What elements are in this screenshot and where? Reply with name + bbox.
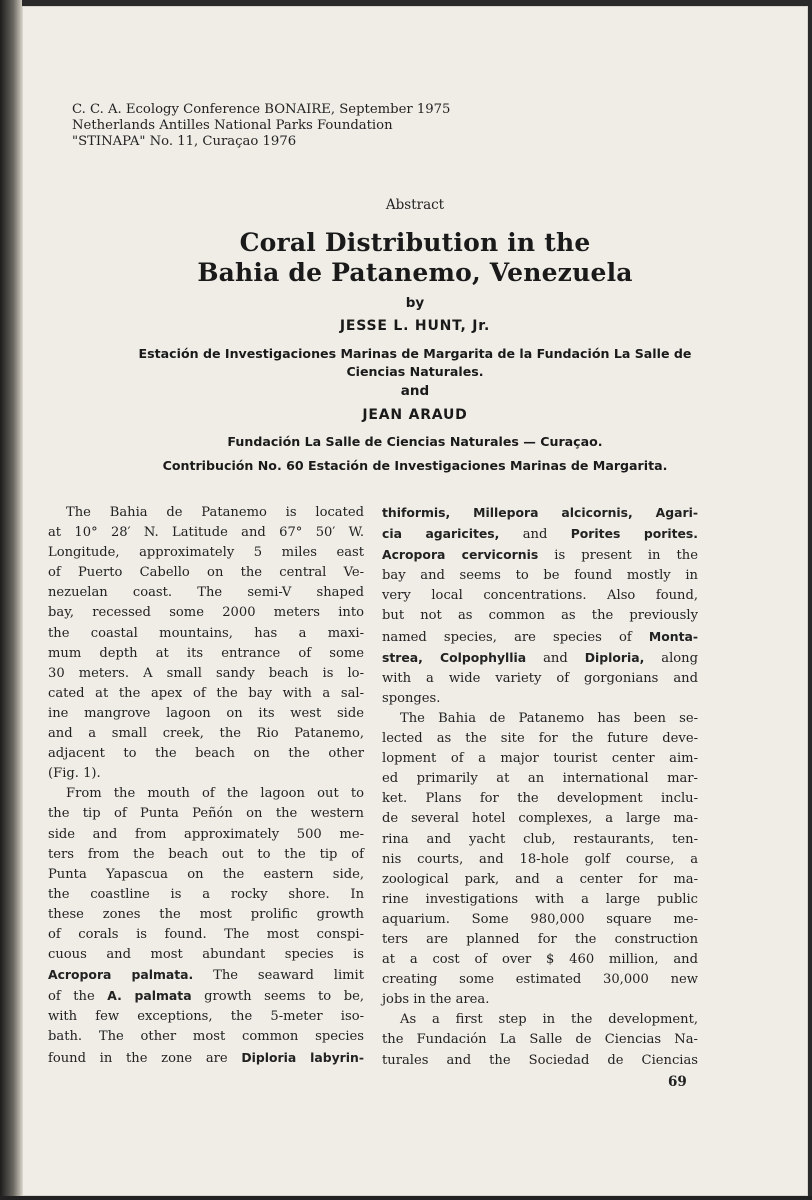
text-line (382, 990, 698, 1010)
text-run: rina and yacht club, restaurants, ten- (382, 831, 698, 847)
text-line (48, 624, 364, 644)
text-run: zoological park, and a center for ma- (382, 871, 698, 887)
text-run: The Bahia de Patanemo is located (66, 505, 364, 520)
text-run: turales and the Sociedad de Ciencias (382, 1052, 698, 1068)
text-run: lected as the site for the future deve- (382, 731, 698, 747)
text-run: rine investigations with a large public (382, 891, 698, 907)
text-line (48, 724, 364, 744)
text-line (48, 845, 364, 865)
text-line (48, 664, 364, 684)
text-run: de several hotel complexes, a large ma- (382, 811, 698, 827)
contribution-note: Contribución No. 60 Estación de Investigaciones Marinas de Margarita. (162, 458, 668, 473)
book-spine (0, 0, 22, 1200)
text-line (382, 648, 698, 669)
species-name: Acropora palmata. (48, 967, 194, 983)
text-line (48, 503, 364, 523)
author-affiliation-1 (22, 345, 808, 381)
text-line (382, 709, 698, 729)
page-bottom-edge (0, 1196, 812, 1200)
text-run: these zones the most prolific growth (48, 906, 364, 922)
text-line (382, 789, 698, 809)
species-name: Porites porites. (570, 526, 699, 542)
text-run: at 10° 28′ N. Latitude and 67° 50′ W. (48, 525, 364, 541)
text-run: ine mangrove lagoon on its west side (48, 705, 364, 721)
text-line (382, 970, 698, 990)
publication-header (72, 102, 450, 150)
text-run: the Fundación La Salle de Ciencias Na- (382, 1032, 698, 1048)
text-run: bay and seems to be found mostly in (382, 568, 698, 584)
text-run: bay, recessed some 2000 meters into (48, 605, 364, 621)
text-run: aquarium. Some 980,000 square me- (382, 911, 698, 927)
text-run: lopment of a major tourist center aim- (382, 751, 698, 767)
species-name: A. palmata (107, 988, 192, 1004)
author-name-2: JEAN ARAUD (362, 407, 468, 423)
and-label: and (400, 383, 430, 399)
text-run: nezuelan coast. The semi-V shaped (48, 585, 364, 601)
author-affiliation-2: Fundación La Salle de Ciencias Naturales — Curaçao. (227, 434, 603, 449)
text-run: at a cost of over $ 460 million, and (382, 952, 698, 968)
text-line (382, 1010, 698, 1030)
text-run: but not as common as the previously (382, 608, 698, 624)
text-line (382, 1030, 698, 1050)
text-line (48, 784, 364, 804)
affiliation-line: Estación de Investigaciones Marinas de Margarita de la Fundación La Salle de (138, 346, 692, 361)
text-line (382, 689, 698, 709)
text-run: the tip of Punta Peñón on the western (48, 806, 364, 822)
species-name: Diploria labyrin- (241, 1049, 364, 1065)
text-line (382, 566, 698, 586)
text-line (382, 729, 698, 749)
text-line (382, 870, 698, 890)
text-line (382, 890, 698, 910)
title-line-1: Coral Distribution in the (239, 228, 591, 257)
by-label: by (405, 295, 425, 311)
text-line (48, 986, 364, 1007)
title-line-2: Bahia de Patanemo, Venezuela (197, 258, 633, 287)
text-run: ters are planned for the construction (382, 931, 698, 947)
text-line (382, 1051, 698, 1071)
document-page (22, 6, 808, 1196)
text-line (48, 1048, 364, 1069)
text-run: 30 meters. A small sandy beach is lo- (48, 665, 364, 681)
text-line (48, 523, 364, 543)
text-line (382, 524, 698, 545)
abstract-label: Abstract (385, 197, 445, 213)
text-line (48, 905, 364, 925)
text-line (48, 804, 364, 824)
text-run: Longitude, approximately 5 miles east (48, 545, 364, 561)
body-column-right (382, 503, 698, 1071)
text-run: with a wide variety of gorgonians and (382, 670, 698, 686)
text-line (382, 586, 698, 606)
text-run: along (644, 650, 698, 666)
text-run: of Puerto Cabello on the central Ve- (48, 565, 364, 581)
text-run: From the mouth of the lagoon out to (66, 786, 364, 802)
text-run: adjacent to the beach on the other (48, 746, 364, 762)
text-line (48, 684, 364, 704)
text-line (48, 563, 364, 583)
text-run: the coastline is a rocky shore. In (48, 886, 364, 902)
text-run: growth seems to be, (191, 989, 365, 1005)
text-line (382, 950, 698, 970)
text-line (48, 825, 364, 845)
text-run: ters from the beach out to the tip of (48, 846, 364, 862)
text-line (382, 850, 698, 870)
affiliation-line: Ciencias Naturales. (346, 364, 484, 379)
text-line (48, 1007, 364, 1027)
text-line (382, 627, 698, 648)
text-run: is present in the (538, 548, 698, 564)
text-line (382, 830, 698, 850)
species-name: Acropora cervicornis (382, 547, 539, 563)
text-line (48, 543, 364, 563)
text-run: creating some estimated 30,000 new (382, 972, 698, 988)
page-number: 69 (668, 1074, 687, 1090)
species-name: strea, Colpophyllia (382, 649, 527, 665)
species-name: cia agaricites, (382, 526, 500, 542)
text-line (48, 764, 364, 784)
text-run: ed primarily at an international mar- (382, 771, 698, 787)
text-run: cuous and most abundant species is (48, 947, 364, 963)
author-name-1: JESSE L. HUNT, Jr. (339, 318, 491, 334)
text-run: jobs in the area. (382, 992, 490, 1008)
text-line (382, 809, 698, 829)
text-line (48, 704, 364, 724)
text-line (48, 1027, 364, 1047)
text-run: of corals is found. The most conspi- (48, 926, 364, 942)
text-line (382, 769, 698, 789)
text-line (48, 603, 364, 623)
text-line (48, 925, 364, 945)
text-line (48, 945, 364, 965)
text-run: bath. The other most common species (48, 1029, 364, 1045)
header-line: Netherlands Antilles National Parks Foundation (72, 118, 393, 133)
text-run: and (526, 650, 585, 666)
text-line (48, 744, 364, 764)
text-run: Punta Yapascua on the eastern side, (48, 866, 364, 882)
text-line (382, 930, 698, 950)
text-run: nis courts, and 18-hole golf course, a (382, 851, 698, 867)
text-run: very local concentrations. Also found, (382, 588, 698, 604)
species-name: Diploria, (584, 649, 645, 665)
text-run: named species, are species of (382, 629, 649, 645)
species-name: Monta- (648, 628, 698, 644)
text-line (48, 644, 364, 664)
text-line (382, 910, 698, 930)
article-title (22, 228, 808, 288)
text-run: found in the zone are (48, 1050, 242, 1066)
text-line (382, 669, 698, 689)
text-run: (Fig. 1). (48, 766, 101, 782)
text-run: The seaward limit (193, 968, 365, 984)
text-run: mum depth at its entrance of some (48, 645, 364, 661)
text-line (48, 865, 364, 885)
text-run: The Bahia de Patanemo has been se- (400, 710, 698, 726)
text-line (382, 749, 698, 769)
text-run: of the (48, 989, 108, 1005)
text-line (48, 583, 364, 603)
text-run: and (499, 527, 571, 543)
text-line (382, 503, 698, 524)
text-line (382, 545, 698, 566)
text-run: ket. Plans for the development inclu- (382, 791, 698, 807)
header-line: "STINAPA" No. 11, Curaçao 1976 (72, 134, 297, 149)
text-run: sponges. (382, 690, 441, 706)
text-line (48, 885, 364, 905)
body-column-left (48, 503, 364, 1069)
header-line: C. C. A. Ecology Conference BONAIRE, September 1975 (72, 102, 451, 117)
text-run: As a first step in the development, (400, 1012, 698, 1028)
text-run: side and from approximately 500 me- (48, 826, 364, 842)
text-run: and a small creek, the Rio Patanemo, (48, 726, 364, 742)
text-run: the coastal mountains, has a maxi- (48, 625, 364, 641)
text-line (48, 965, 364, 986)
text-line (382, 606, 698, 626)
species-name: thiformis, Millepora alcicornis, Agari- (382, 505, 698, 520)
text-run: cated at the apex of the bay with a sal- (48, 685, 364, 701)
text-run: with few exceptions, the 5-meter iso- (48, 1009, 364, 1025)
